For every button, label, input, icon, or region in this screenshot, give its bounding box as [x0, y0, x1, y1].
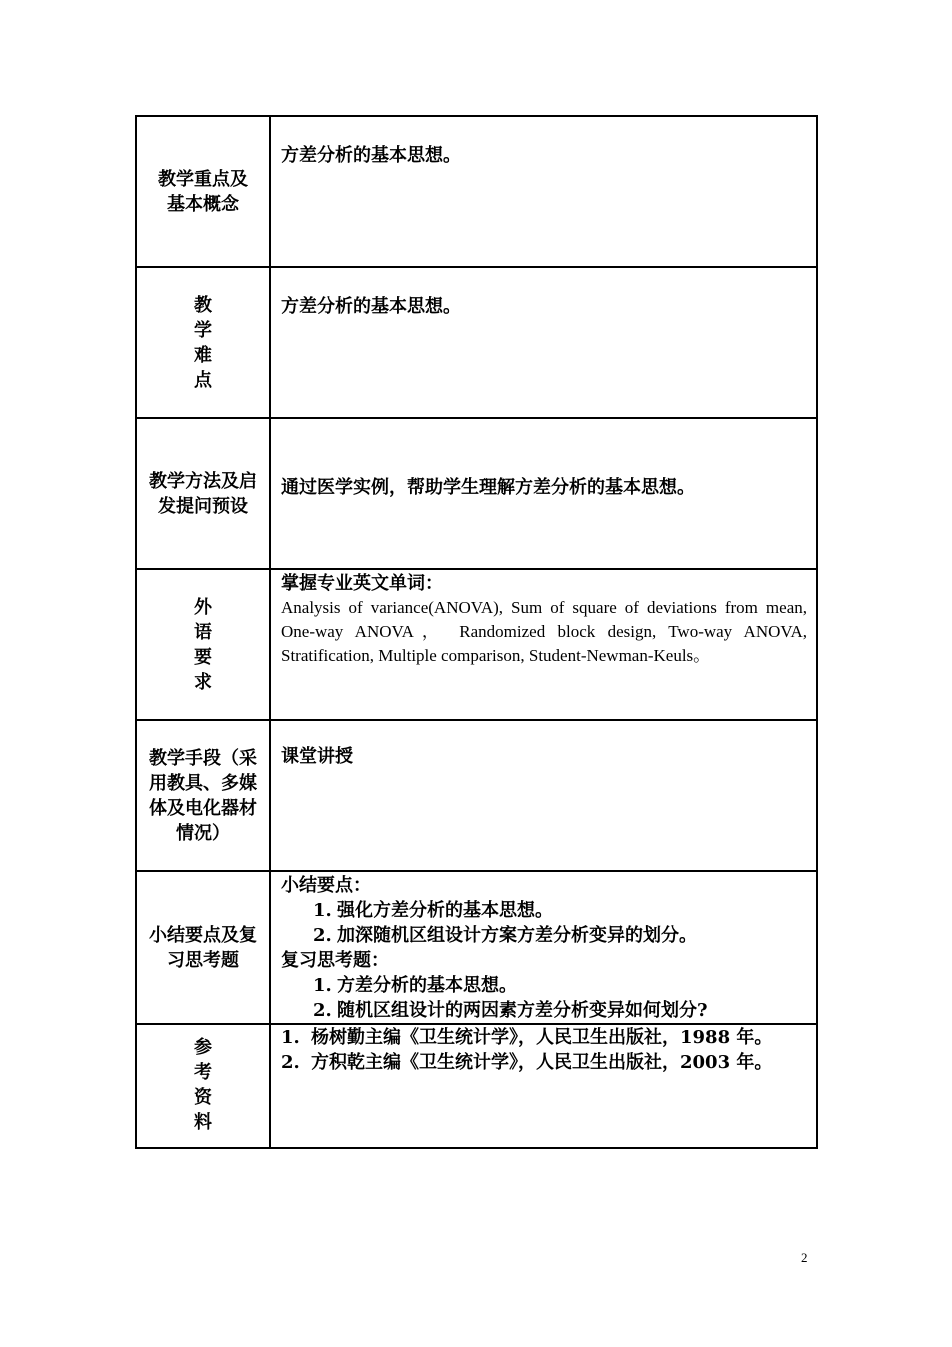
difficulty-text: 方差分析的基本思想。 [281, 296, 461, 317]
row-label: 教学重点及 基本概念 [136, 116, 270, 267]
row-label: 小结要点及复 习思考题 [136, 871, 270, 1024]
means-text: 课堂讲授 [281, 746, 353, 767]
row-label: 参 考 资 料 [136, 1024, 270, 1148]
table-row [136, 569, 817, 720]
row-content [270, 569, 817, 720]
table-row [136, 1024, 817, 1148]
row-content [270, 1024, 817, 1148]
summary-heading: 小结要点： [281, 875, 371, 896]
list-item: 2. 加深随机区组设计方案方差分析变异的划分。 [313, 925, 697, 946]
list-item: 1. 方差分析的基本思想。 [313, 975, 517, 996]
review-heading: 复习思考题： [281, 950, 389, 971]
row-content [270, 871, 817, 1024]
row-content [270, 720, 817, 871]
row-label: 教学方法及启 发提问预设 [136, 418, 270, 569]
row-content [270, 418, 817, 569]
lesson-plan-table [135, 115, 818, 1149]
page-number: 2 [801, 1250, 808, 1265]
table-row [136, 116, 817, 267]
key-points-text: 方差分析的基本思想。 [281, 145, 461, 166]
row-label: 外 语 要 求 [136, 569, 270, 720]
row-label: 教学手段（采 用教具、多媒 体及电化器材 情况） [136, 720, 270, 871]
vocab-text: Analysis of variance(ANOVA), Sum of square of deviations from mean, One-way ANOVA， Randomized block design, Two-way ANOVA, Stratification, Multiple comparison, Student-Newman-Keuls。 [281, 598, 807, 665]
list-item: 1. 强化方差分析的基本思想。 [313, 900, 553, 921]
list-item: 2. 方积乾主编《卫生统计学》，人民卫生出版社，2003 年。 [281, 1052, 773, 1073]
table-row [136, 871, 817, 1024]
row-content [270, 267, 817, 418]
method-text: 通过医学实例，帮助学生理解方差分析的基本思想。 [281, 477, 695, 498]
list-item: 1. 杨树勤主编《卫生统计学》，人民卫生出版社，1988 年。 [281, 1027, 773, 1048]
table-row [136, 418, 817, 569]
table-row [136, 267, 817, 418]
vocab-heading: 掌握专业英文单词： [281, 573, 443, 594]
list-item: 2. 随机区组设计的两因素方差分析变异如何划分? [313, 1000, 708, 1021]
row-content [270, 116, 817, 267]
table-row [136, 720, 817, 871]
row-label: 教 学 难 点 [136, 267, 270, 418]
